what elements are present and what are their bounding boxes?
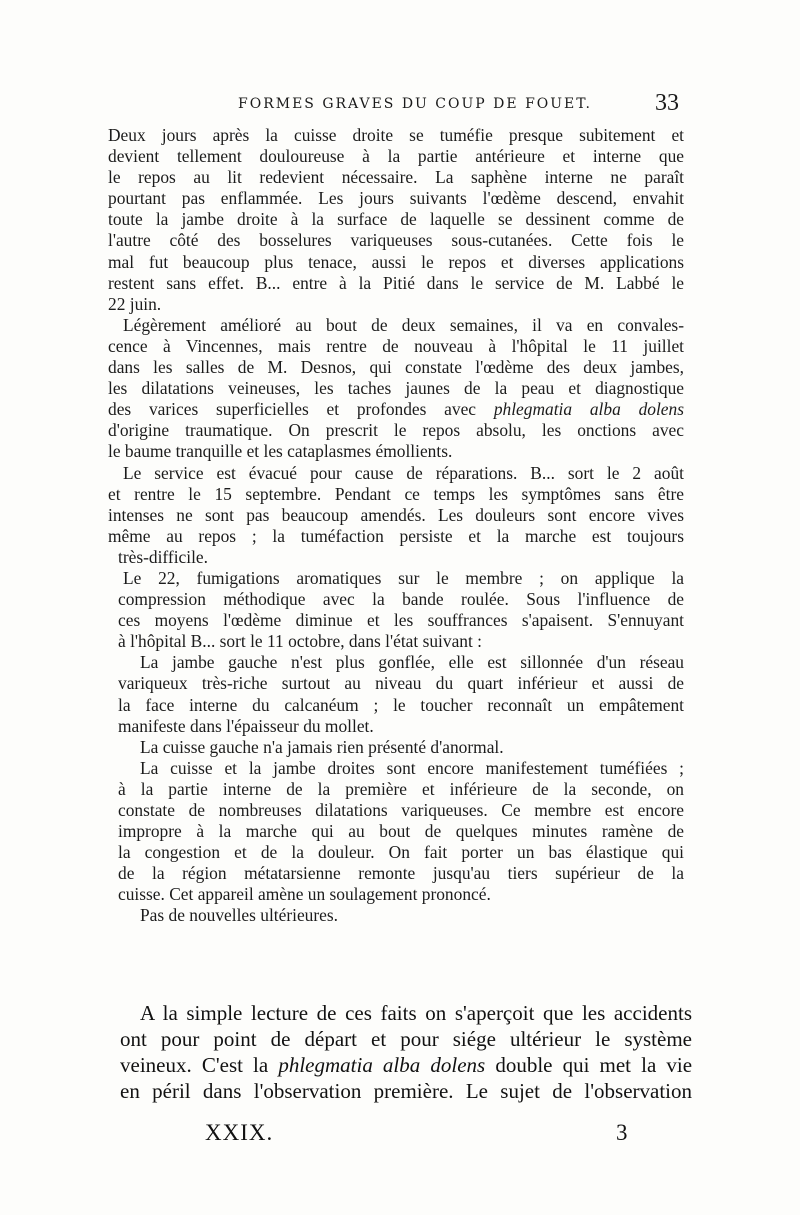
text-line: variqueux très-riche surtout au niveau du quart inférieur et aussi de [118, 673, 684, 694]
text-line: cuisse. Cet appareil amène un soulagement prononcé. [118, 884, 491, 905]
running-title: FORMES GRAVES DU COUP DE FOUET. [238, 96, 593, 112]
text-fragment: des varices superficielles et profondes avec [108, 399, 477, 420]
text-line: mal fut beaucoup plus tenace, aussi le repos et diverses applications [108, 251, 684, 272]
text-fragment: veineux. C'est la [120, 1053, 269, 1077]
text-line: et rentre le 15 septembre. Pendant ce temps les symptômes sans être [108, 483, 684, 504]
text-line: impropre à la marche qui au bout de quelques minutes ramène de [118, 821, 684, 842]
italic-term: phlegmatia alba dolens [493, 399, 684, 420]
body-text [108, 125, 684, 927]
text-line: restent sans effet. B... entre à la Pitié dans le service de M. Labbé le [108, 272, 684, 293]
text-line: même au repos ; la tuméfaction persiste et la marche est toujours [108, 525, 684, 546]
signature-mark: XXIX. [205, 1120, 274, 1145]
signature-number: 3 [616, 1120, 628, 1145]
text-line: Deux jours après la cuisse droite se tuméfie presque subitement et [108, 125, 684, 145]
italic-term: phlegmatia alba dolens [278, 1053, 486, 1077]
text-line: La cuisse et la jambe droites sont encore manifestement tuméfiées ; [140, 757, 684, 778]
text-line: les dilatations veineuses, les taches jaunes de la peau et diagnostique [108, 378, 684, 399]
text-line: devient tellement douloureuse à la partie antérieure et interne que [108, 146, 684, 167]
text-line: Le 22, fumigations aromatiques sur le membre ; on applique la [123, 567, 684, 588]
text-line: le baume tranquille et les cataplasmes émollients. [108, 441, 453, 462]
text-line: d'origine traumatique. On prescrit le repos absolu, les onctions avec [108, 420, 684, 441]
text-line: à la partie interne de la première et inférieure de la seconde, on [118, 778, 684, 799]
text-line: l'autre côté des bosselures variqueuses sous-cutanées. Cette fois le [108, 230, 684, 251]
text-line [120, 1052, 692, 1078]
text-line: Légèrement amélioré au bout de deux semaines, il va en convales- [123, 314, 684, 335]
text-line: la face interne du calcanéum ; le toucher reconnaît un empâtement [118, 694, 684, 715]
text-line: ont pour point de départ et pour siége ultérieur le système [120, 1027, 692, 1051]
text-line: constate de nombreuses dilatations variqueuses. Ce membre est encore [118, 800, 684, 820]
text-line: dans les salles de M. Desnos, qui constate l'œdème des deux jambes, [108, 357, 684, 378]
closing-paragraph [120, 1000, 692, 1104]
text-line: Le service est évacué pour cause de réparations. B... sort le 2 août [123, 462, 684, 483]
text-line: toute la jambe droite à la surface de laquelle se dessinent comme de [108, 209, 684, 230]
text-line [108, 399, 684, 420]
text-line: de la région métatarsienne remonte jusqu'au tiers supérieur de la [118, 863, 684, 884]
text-line: A la simple lecture de ces faits on s'aperçoit que les accidents [140, 1001, 692, 1025]
page-number: 33 [655, 90, 679, 116]
text-line: La jambe gauche n'est plus gonflée, elle est sillonnée d'un réseau [140, 652, 684, 673]
text-line: la congestion et de la douleur. On fait porter un bas élastique qui [118, 842, 684, 863]
text-line: 22 juin. [108, 293, 162, 314]
text-line: ces moyens l'œdème diminue et les souffrances s'apaisent. S'ennuyant [118, 610, 684, 631]
text-line: intenses ne sont pas beaucoup amendés. Les douleurs sont encore vives [108, 504, 684, 525]
text-line: Pas de nouvelles ultérieures. [140, 905, 339, 926]
text-line: le repos au lit redevient nécessaire. La saphène interne ne paraît [108, 167, 684, 188]
text-line: manifeste dans l'épaisseur du mollet. [118, 715, 374, 736]
text-line: cence à Vincennes, mais rentre de nouveau à l'hôpital le 11 juillet [108, 335, 684, 356]
text-line: pourtant pas enflammée. Les jours suivants l'œdème descend, envahit [108, 188, 684, 209]
text-fragment: double qui met la vie [495, 1053, 693, 1077]
text-line: compression méthodique avec la bande roulée. Sous l'influence de [118, 589, 684, 610]
text-line: à l'hôpital B... sort le 11 octobre, dans l'état suivant : [118, 631, 482, 652]
text-line: en péril dans l'observation première. Le sujet de l'observation [120, 1079, 692, 1103]
text-line: très-difficile. [118, 546, 208, 567]
text-line: La cuisse gauche n'a jamais rien présenté d'anormal. [140, 736, 504, 757]
